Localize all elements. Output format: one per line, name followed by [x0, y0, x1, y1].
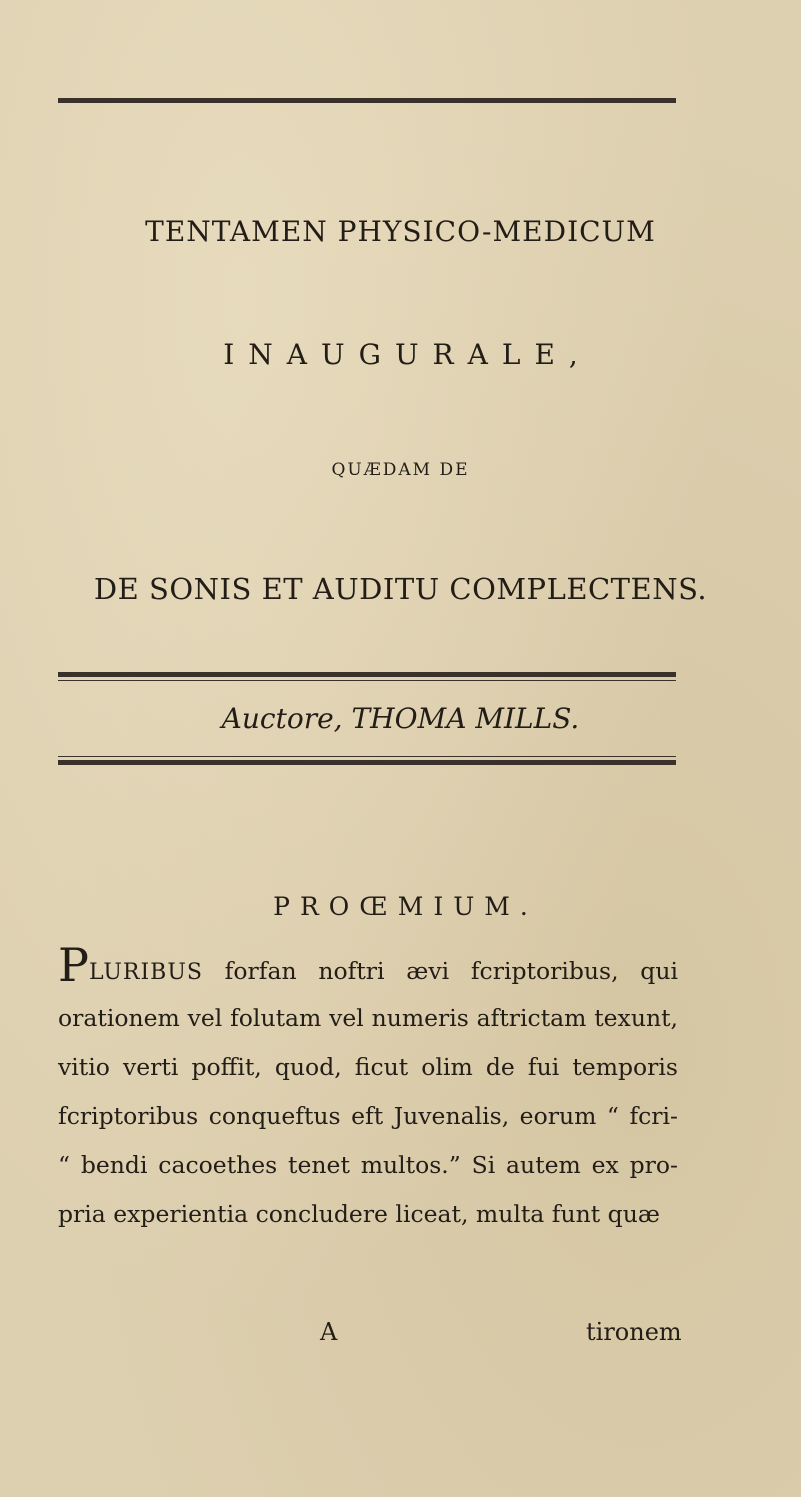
- author-line: [0, 702, 801, 735]
- document-title: TENTAMEN PHYSICO-MEDICUM: [145, 215, 656, 248]
- paragraph-first-line: [58, 938, 678, 994]
- paragraph-line: “ bendi cacoethes tenet multos.” Si autem ex pro-: [58, 1151, 678, 1179]
- document-subtitle: INAUGURALE,: [223, 338, 592, 371]
- quaedam-line: QUÆDAM DE: [331, 460, 470, 480]
- subject-line: DE SONIS ET AUDITU COMPLECTENS.: [93, 572, 708, 606]
- author-name: THOMA MILLS.: [351, 702, 580, 735]
- first-line-rest: forfan noftri ævi fcriptoribus, qui: [202, 957, 678, 985]
- body-paragraph: [58, 938, 678, 1239]
- signature-mark: A: [320, 1318, 338, 1346]
- top-border-rule: [58, 98, 676, 103]
- author-prefix: Auctore,: [221, 702, 343, 735]
- paragraph-line: pria experientia concludere liceat, multa funt quæ: [58, 1200, 660, 1228]
- paragraph-line: fcriptoribus conqueftus eft Juvenalis, eorum “ fcri-: [58, 1102, 678, 1130]
- drop-cap: P: [58, 938, 89, 992]
- section-heading: PROŒMIUM.: [273, 892, 538, 921]
- author-bottom-rule-thick: [58, 760, 676, 765]
- catchword: tironem: [586, 1318, 682, 1346]
- paragraph-line: orationem vel folutam vel numeris aftrictam texunt,: [58, 1004, 678, 1032]
- lead-word: LURIBUS: [88, 960, 203, 985]
- author-bottom-rule-thin: [58, 756, 676, 757]
- author-top-rule-thick: [58, 672, 676, 677]
- paragraph-line: vitio verti poffit, quod, ficut olim de fui temporis: [58, 1053, 678, 1081]
- author-top-rule-thin: [58, 680, 676, 681]
